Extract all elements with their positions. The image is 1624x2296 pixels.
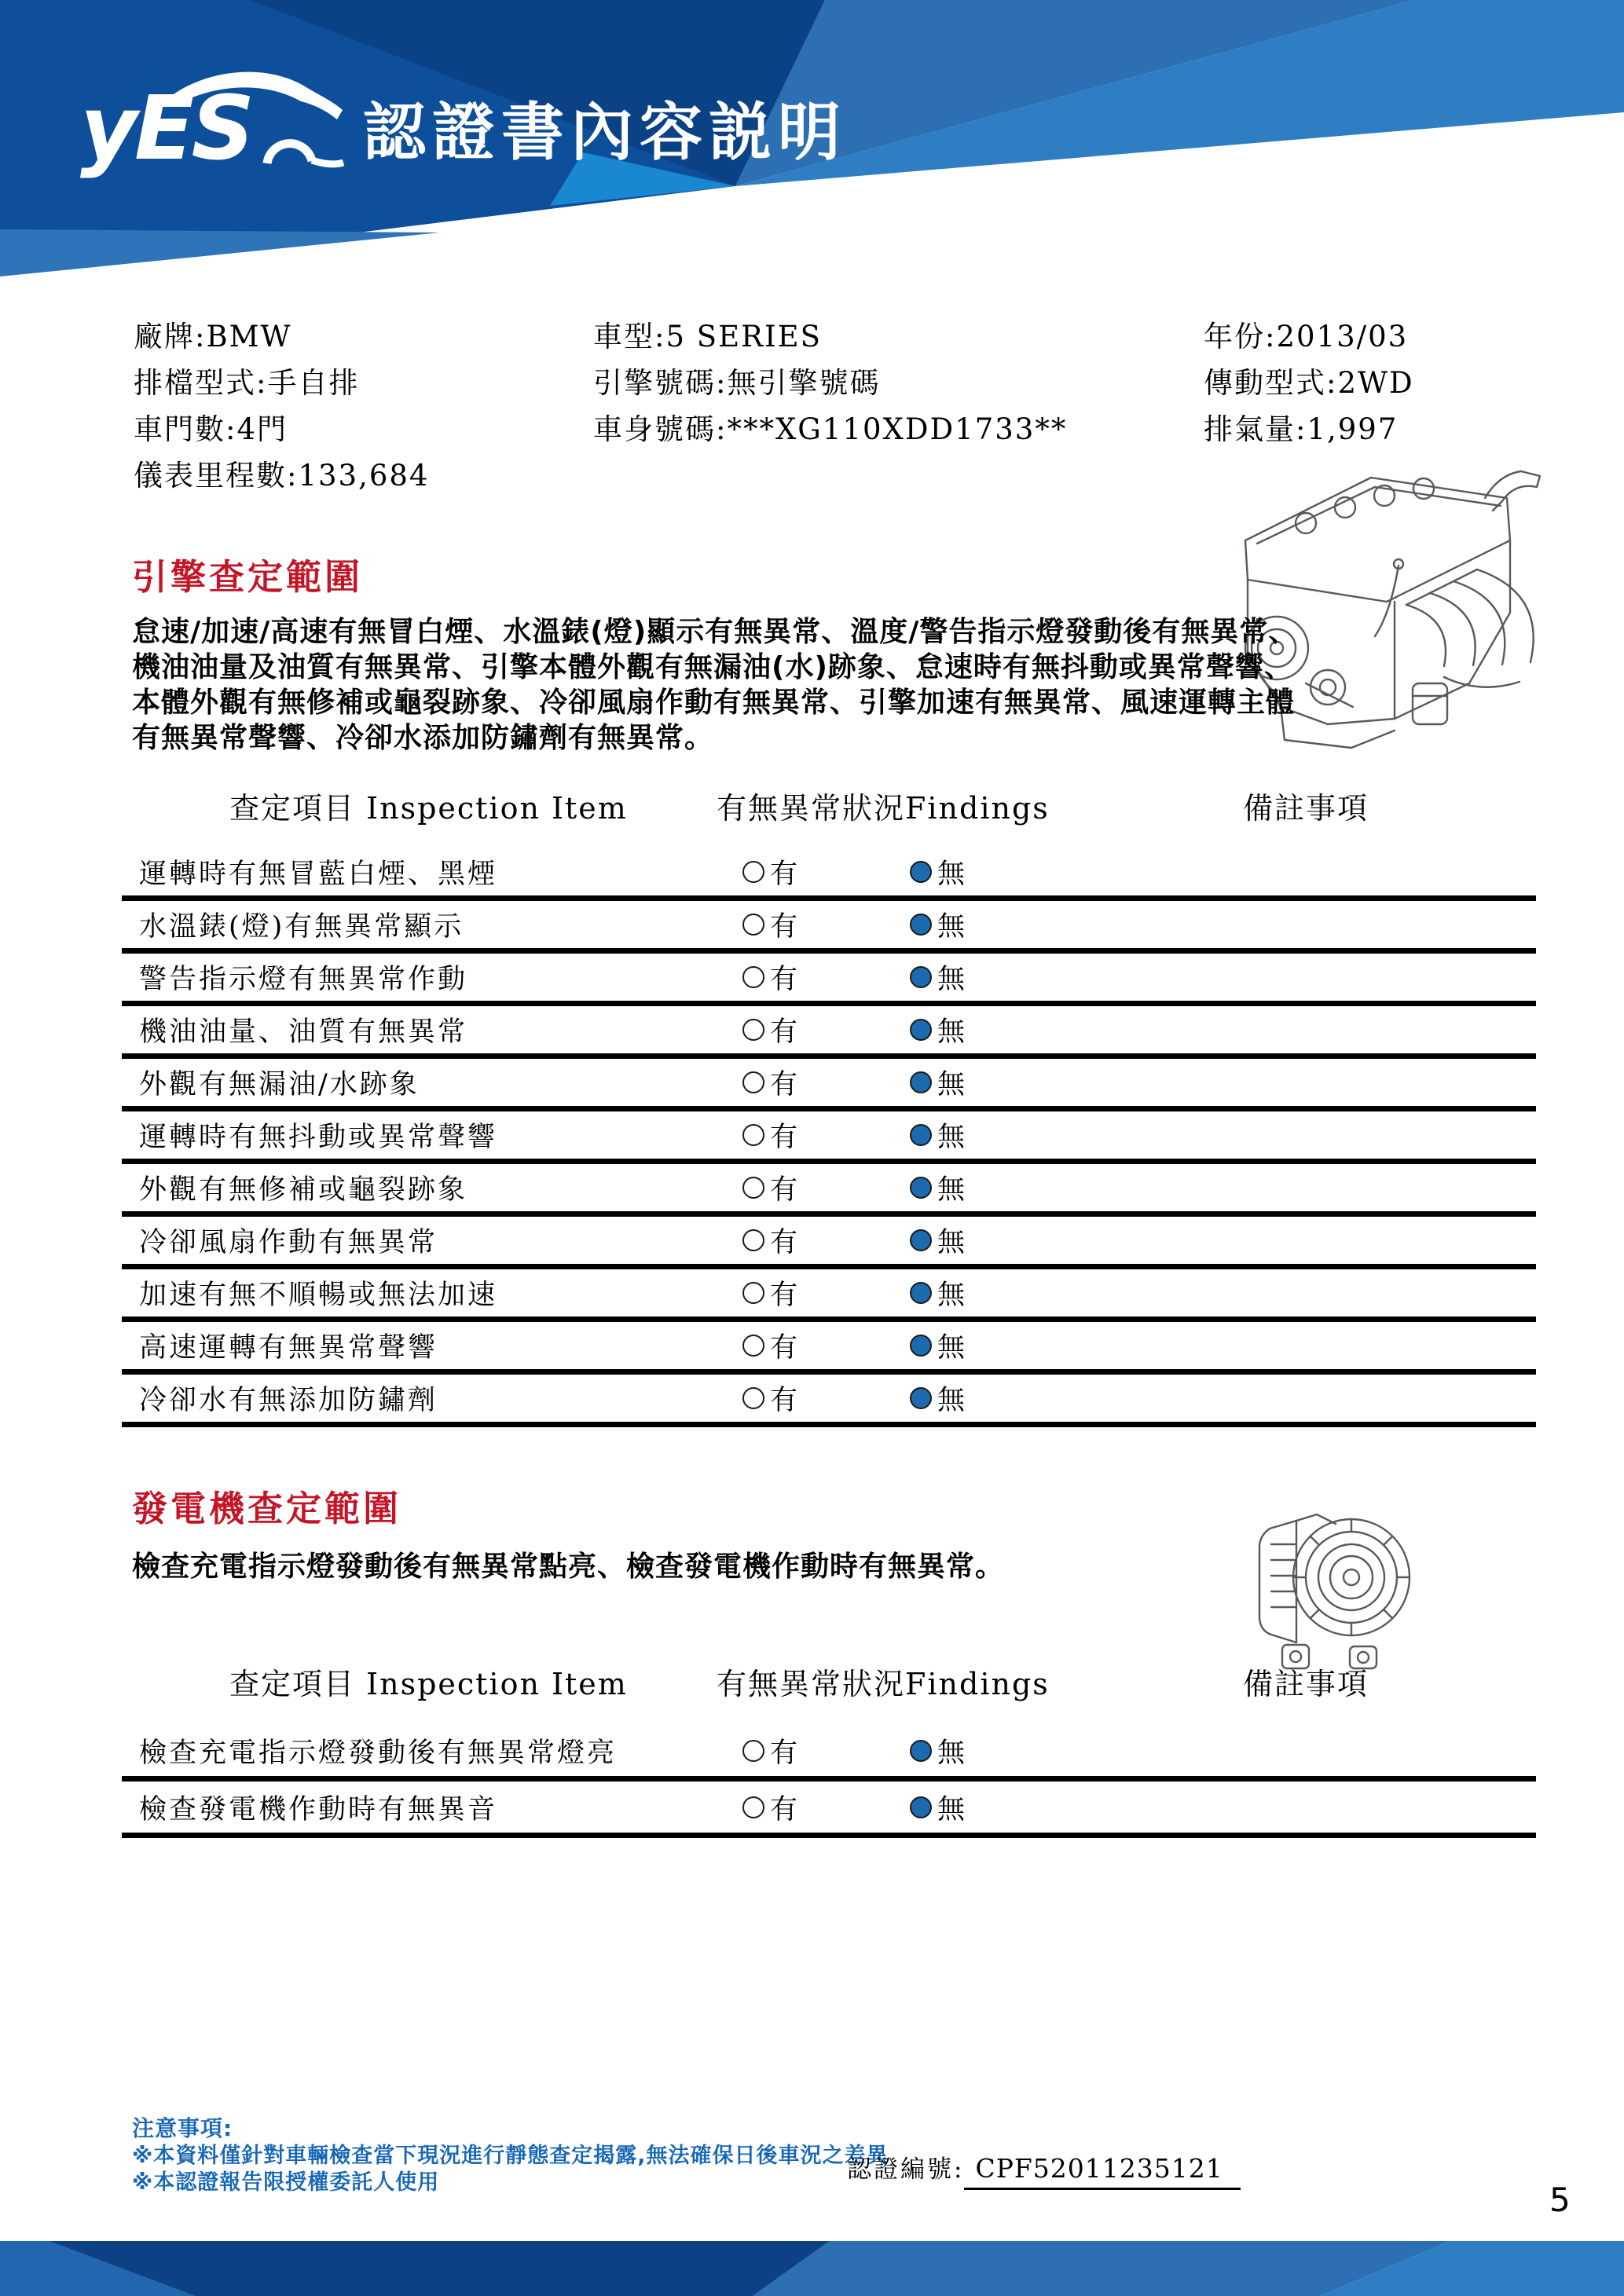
car-wheel-arc-icon — [267, 144, 312, 163]
radio-option-yes[interactable] — [742, 852, 797, 892]
column-header-item: 查定項目 Inspection Item — [229, 1667, 628, 1701]
radio-checked-icon[interactable] — [910, 861, 932, 883]
radio-checked-icon[interactable] — [910, 1740, 932, 1762]
radio-checked-icon[interactable] — [910, 1177, 932, 1199]
info-doors: 車門數:4門 — [134, 412, 288, 446]
radio-yes-label: 有 — [770, 964, 798, 995]
radio-checked-icon[interactable] — [910, 1071, 932, 1093]
radio-option-no[interactable] — [910, 852, 965, 892]
radio-checked-icon[interactable] — [910, 966, 932, 988]
inspection-item-label: 冷卻水有無添加防鏽劑 — [139, 1385, 438, 1416]
radio-no-label: 無 — [937, 1793, 966, 1825]
radio-option-no[interactable] — [910, 1326, 965, 1365]
radio-unchecked-icon[interactable] — [742, 914, 764, 936]
table-row — [122, 1269, 1536, 1322]
radio-no-label: 無 — [937, 1737, 966, 1769]
table-row — [122, 1006, 1536, 1059]
radio-option-yes[interactable] — [742, 1010, 797, 1049]
table-row — [122, 954, 1536, 1006]
info-brand: 廠牌:BMW — [134, 320, 292, 353]
inspection-item-label: 檢查發電機作動時有無異音 — [139, 1793, 498, 1825]
radio-yes-label: 有 — [770, 1122, 798, 1153]
certification-number — [847, 2149, 1241, 2184]
radio-yes-label: 有 — [770, 1332, 798, 1364]
radio-option-no[interactable] — [910, 1063, 965, 1102]
engine-desc-line: 怠速/加速/高速有無冒白煙、水溫錶(燈)顯示有無異常、溫度/警告指示燈發動後有無異常、 — [132, 616, 1298, 648]
engine-desc-line: 機油油量及油質有無異常、引擎本體外觀有無漏油(水)跡象、怠速時有無抖動或異常聲響、 — [132, 651, 1293, 683]
engine-desc-line: 本體外觀有無修補或龜裂跡象、冷卻風扇作動有無異常、引擎加速有無異常、風速運轉主體 — [132, 687, 1296, 719]
radio-checked-icon[interactable] — [910, 1387, 932, 1409]
inspection-item-label: 加速有無不順暢或無法加速 — [139, 1280, 498, 1311]
info-displacement: 排氣量:1,997 — [1204, 412, 1399, 446]
table-row — [122, 1059, 1536, 1111]
radio-option-no[interactable] — [910, 1788, 965, 1827]
radio-unchecked-icon[interactable] — [742, 1282, 764, 1304]
yes-car-logo — [79, 63, 354, 189]
info-year: 年份:2013/03 — [1204, 320, 1409, 353]
info-gearbox: 排檔型式:手自排 — [134, 366, 360, 400]
note-line: ※本認證報告限授權委託人使用 — [132, 2170, 440, 2195]
table-row — [122, 1725, 1536, 1782]
radio-option-yes[interactable] — [742, 1326, 797, 1365]
radio-option-no[interactable] — [910, 1731, 965, 1771]
radio-unchecked-icon[interactable] — [742, 1387, 764, 1409]
radio-unchecked-icon[interactable] — [742, 861, 764, 883]
engine-inspection-table — [122, 848, 1536, 1427]
radio-option-yes[interactable] — [742, 1063, 797, 1102]
table-row — [122, 1111, 1536, 1164]
radio-unchecked-icon[interactable] — [742, 1229, 764, 1251]
radio-option-yes[interactable] — [742, 958, 797, 997]
radio-option-yes[interactable] — [742, 1273, 797, 1313]
inspection-item-label: 外觀有無漏油/水跡象 — [139, 1069, 420, 1100]
radio-yes-label: 有 — [770, 1016, 798, 1048]
radio-unchecked-icon[interactable] — [742, 1124, 764, 1146]
radio-checked-icon[interactable] — [910, 1282, 932, 1304]
inspection-item-label: 水溫錶(燈)有無異常顯示 — [139, 911, 464, 943]
info-model: 車型:5 SERIES — [593, 320, 822, 353]
radio-option-yes[interactable] — [742, 905, 797, 944]
inspection-item-label: 運轉時有無抖動或異常聲響 — [139, 1122, 498, 1153]
inspection-item-label: 高速運轉有無異常聲響 — [139, 1332, 438, 1364]
certification-value: CPF52011235121 — [964, 2153, 1240, 2190]
radio-checked-icon[interactable] — [910, 1229, 932, 1251]
radio-no-label: 無 — [937, 964, 966, 995]
top-banner — [0, 0, 1624, 283]
radio-no-label: 無 — [937, 1122, 966, 1153]
table-row — [122, 1322, 1536, 1375]
radio-no-label: 無 — [937, 859, 966, 890]
radio-yes-label: 有 — [770, 1069, 798, 1100]
radio-no-label: 無 — [937, 1385, 966, 1416]
radio-no-label: 無 — [937, 1069, 966, 1100]
radio-option-yes[interactable] — [742, 1379, 797, 1418]
car-tail-line-icon — [312, 160, 343, 164]
info-drivetrain: 傳動型式:2WD — [1204, 366, 1414, 400]
table-row — [122, 901, 1536, 954]
radio-yes-label: 有 — [770, 1280, 798, 1311]
generator-inspection-table — [122, 1725, 1536, 1838]
column-header-findings: 有無異常狀況Findings — [717, 1667, 1050, 1701]
radio-option-yes[interactable] — [742, 1115, 797, 1155]
radio-yes-label: 有 — [770, 1793, 798, 1825]
table-row — [122, 1375, 1536, 1427]
column-header-findings: 有無異常狀況Findings — [717, 791, 1050, 826]
certification-label: 認證編號: — [847, 2155, 965, 2184]
inspection-item-label: 機油油量、油質有無異常 — [139, 1016, 468, 1048]
radio-checked-icon[interactable] — [910, 914, 932, 936]
radio-option-no[interactable] — [910, 958, 965, 997]
radio-checked-icon[interactable] — [910, 1796, 932, 1818]
inspection-item-label: 檢查充電指示燈發動後有無異常燈亮 — [139, 1737, 618, 1769]
engine-desc-line: 有無異常聲響、冷卻水添加防鏽劑有無異常。 — [132, 722, 714, 754]
table-row — [122, 1782, 1536, 1838]
table-row — [122, 1217, 1536, 1269]
table-row — [122, 848, 1536, 901]
radio-yes-label: 有 — [770, 1174, 798, 1206]
radio-unchecked-icon[interactable] — [742, 966, 764, 988]
radio-no-label: 無 — [937, 1227, 966, 1258]
radio-checked-icon[interactable] — [910, 1019, 932, 1041]
radio-no-label: 無 — [937, 911, 966, 943]
radio-unchecked-icon[interactable] — [742, 1071, 764, 1093]
radio-option-yes[interactable] — [742, 1788, 797, 1827]
inspection-item-label: 警告指示燈有無異常作動 — [139, 964, 468, 995]
radio-unchecked-icon[interactable] — [742, 1019, 764, 1041]
radio-yes-label: 有 — [770, 911, 798, 943]
radio-no-label: 無 — [937, 1332, 966, 1364]
radio-option-no[interactable] — [910, 1115, 965, 1155]
logo-text: yES — [80, 78, 252, 180]
page-title: 認證書內容説明 — [363, 96, 847, 169]
radio-unchecked-icon[interactable] — [742, 1796, 764, 1818]
radio-option-no[interactable] — [910, 1168, 965, 1207]
radio-option-yes[interactable] — [742, 1168, 797, 1207]
info-odometer: 儀表里程數:133,684 — [134, 459, 430, 493]
radio-unchecked-icon[interactable] — [742, 1740, 764, 1762]
radio-yes-label: 有 — [770, 859, 798, 890]
page-number: 5 — [1549, 2181, 1571, 2219]
column-header-item: 查定項目 Inspection Item — [229, 791, 628, 826]
inspection-item-label: 運轉時有無冒藍白煙、黑煙 — [139, 859, 498, 890]
radio-option-yes[interactable] — [742, 1731, 797, 1771]
radio-option-no[interactable] — [910, 1010, 965, 1049]
info-vin: 車身號碼:***XG110XDD1733** — [593, 412, 1068, 446]
note-line: ※本資料僅針對車輛檢查當下現況進行靜態查定揭露,無法確保日後車況之差異 — [132, 2144, 889, 2168]
radio-option-no[interactable] — [910, 1273, 965, 1313]
radio-no-label: 無 — [937, 1016, 966, 1048]
radio-option-yes[interactable] — [742, 1221, 797, 1260]
generator-section-title: 發電機查定範圍 — [132, 1488, 402, 1529]
radio-no-label: 無 — [937, 1174, 966, 1206]
info-engine-no: 引擎號碼:無引擎號碼 — [593, 366, 881, 400]
radio-no-label: 無 — [937, 1280, 966, 1311]
table-row — [122, 1164, 1536, 1217]
radio-option-no[interactable] — [910, 1379, 965, 1418]
radio-yes-label: 有 — [770, 1385, 798, 1416]
column-header-remarks: 備註事項 — [1243, 1667, 1369, 1701]
radio-unchecked-icon[interactable] — [742, 1177, 764, 1199]
bottom-banner — [0, 2241, 1624, 2296]
inspection-item-label: 冷卻風扇作動有無異常 — [139, 1227, 438, 1258]
engine-section-title: 引擎查定範圍 — [132, 556, 364, 598]
alternator-illustration — [1241, 1483, 1430, 1679]
radio-unchecked-icon[interactable] — [742, 1335, 764, 1357]
inspection-item-label: 外觀有無修補或龜裂跡象 — [139, 1174, 468, 1206]
radio-yes-label: 有 — [770, 1227, 798, 1258]
notes-title: 注意事項: — [132, 2115, 233, 2141]
radio-option-no[interactable] — [910, 1221, 965, 1260]
column-header-remarks: 備註事項 — [1243, 791, 1369, 826]
generator-desc: 檢查充電指示燈發動後有無異常點亮、檢查發電機作動時有無異常。 — [132, 1551, 1005, 1583]
radio-checked-icon[interactable] — [910, 1335, 932, 1357]
radio-checked-icon[interactable] — [910, 1124, 932, 1146]
radio-option-no[interactable] — [910, 905, 965, 944]
radio-yes-label: 有 — [770, 1737, 798, 1769]
